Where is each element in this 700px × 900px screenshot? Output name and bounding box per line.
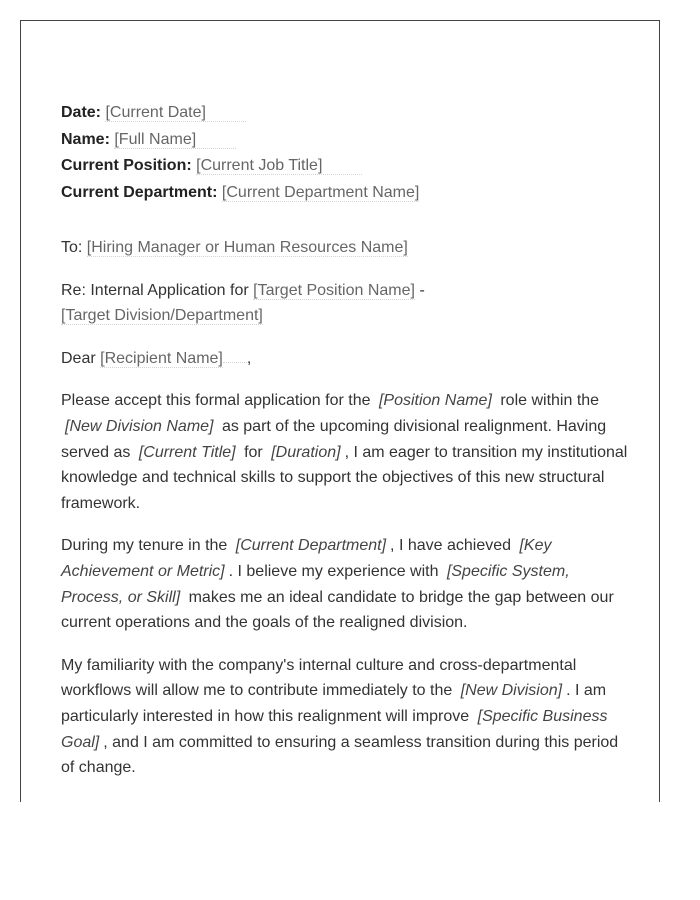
p2-text-2: , I have achieved bbox=[390, 537, 512, 555]
p1-text-1: Please accept this formal application for the bbox=[61, 392, 371, 410]
current-position-value[interactable]: [Current Job Title] bbox=[196, 157, 362, 175]
salutation-comma: , bbox=[246, 349, 252, 367]
name-value[interactable]: [Full Name] bbox=[114, 131, 236, 149]
body-paragraph-2 bbox=[61, 533, 631, 635]
body-paragraph-1 bbox=[61, 388, 631, 516]
p3-text-1: My familiarity with the company's internal culture and cross-departmental workflows will allow me to contribute immediately to the bbox=[61, 656, 577, 700]
p2-specific-skill-field[interactable]: [Specific System, Process, or Skill] bbox=[61, 562, 570, 606]
re-division-value[interactable]: [Target Division/Department] bbox=[61, 307, 263, 325]
re-dash: - bbox=[419, 281, 425, 299]
to-prefix: To: bbox=[61, 239, 83, 256]
p3-text-3: , and I am committed to ensuring a seamless transition during this period of change. bbox=[61, 733, 619, 777]
salutation-prefix: Dear bbox=[61, 349, 96, 367]
p1-current-title-field[interactable]: [Current Title] bbox=[138, 443, 236, 461]
re-prefix: Re: Internal Application for bbox=[61, 281, 249, 299]
date-label: Date: bbox=[61, 104, 102, 121]
name-label: Name: bbox=[61, 130, 110, 148]
salutation-line bbox=[61, 346, 631, 372]
p2-text-3: . I believe my experience with bbox=[228, 562, 439, 580]
date-field bbox=[61, 100, 631, 127]
current-department-label: Current Department: bbox=[61, 183, 218, 201]
letter-content bbox=[61, 100, 631, 781]
p2-current-department-field[interactable]: [Current Department] bbox=[235, 537, 387, 555]
p2-text-1: During my tenure in the bbox=[61, 537, 228, 555]
current-position-field bbox=[61, 153, 631, 180]
p3-new-division-field[interactable]: [New Division] bbox=[460, 682, 563, 700]
date-value[interactable]: [Current Date] bbox=[105, 104, 245, 122]
p1-new-division-field[interactable]: [New Division Name] bbox=[65, 417, 214, 435]
to-line bbox=[61, 235, 631, 261]
re-position-value[interactable]: [Target Position Name] bbox=[253, 281, 415, 299]
p1-duration-field[interactable]: [Duration] bbox=[271, 443, 341, 461]
to-recipient-value[interactable]: [Hiring Manager or Human Resources Name] bbox=[86, 239, 408, 256]
salutation-recipient-value[interactable]: [Recipient Name] bbox=[100, 349, 223, 367]
p1-text-5: , I am eager to transition my institutional knowledge and technical skills to support the objectives of this new structural framework. bbox=[61, 443, 628, 512]
p2-key-achievement-field[interactable]: [Key Achievement or Metric] bbox=[61, 537, 552, 580]
current-position-label: Current Position: bbox=[61, 157, 192, 174]
p1-text-4: for bbox=[244, 443, 263, 461]
p1-text-2: role within the bbox=[500, 392, 600, 410]
body-paragraph-3 bbox=[61, 653, 631, 781]
salutation-blank[interactable] bbox=[223, 350, 247, 363]
p3-text-2: . I am particularly interested in how this realignment will improve bbox=[61, 682, 607, 725]
p2-text-4: makes me an ideal candidate to bridge the gap between our current operations and the goals of the realigned division. bbox=[61, 588, 614, 632]
current-department-value[interactable]: [Current Department Name] bbox=[221, 183, 420, 201]
p1-position-name-field[interactable]: [Position Name] bbox=[378, 392, 492, 410]
current-department-field bbox=[61, 180, 631, 207]
p1-text-3: as part of the upcoming divisional realignment. Having served as bbox=[61, 417, 607, 461]
re-line bbox=[61, 278, 631, 329]
p3-business-goal-field[interactable]: [Specific Business Goal] bbox=[61, 707, 608, 751]
name-field bbox=[61, 127, 631, 154]
